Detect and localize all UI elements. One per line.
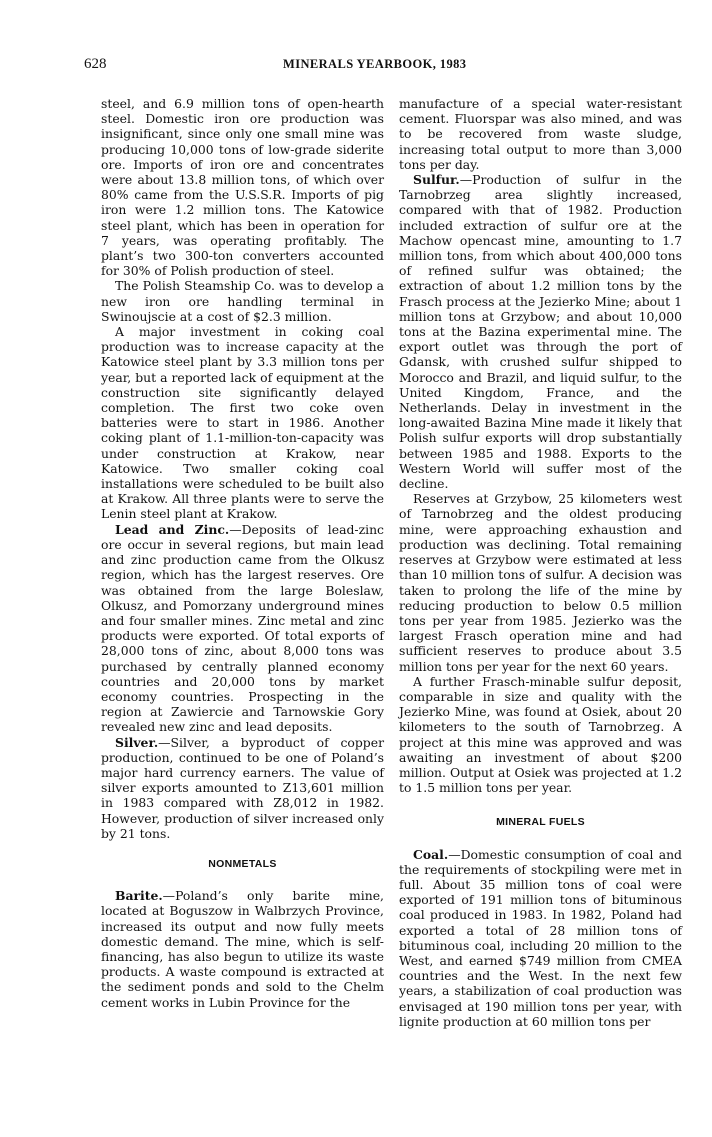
paragraph-sulfur xyxy=(399,172,682,491)
run-in-head-sulfur: Sulfur. xyxy=(413,172,460,188)
paragraph-steamship: The Polish Steamship Co. was to develop a new iron ore handling terminal in Swinoujscie at a cost of $2.3 million. xyxy=(101,278,384,324)
run-in-head-coal: Coal. xyxy=(413,846,449,862)
paragraph-steel: steel, and 6.9 million tons of open-hearth steel. Domestic iron ore production was insignificant, since only one small mine was producing 10,000 tons of low-grade siderite ore. Imports of iron ore and concentrates were about 13.8 million tons, of which over 80% came from the U.S.S.R. Imports of pig iron were 1.2 million tons. The Katowice steel plant, which has been in operation for 7 years, was operating profitably. The plant’s two 300-ton converters accounted for 30% of Polish production of steel. xyxy=(101,96,384,279)
page-header xyxy=(0,56,712,80)
section-heading-nonmetals: NONMETALS xyxy=(208,857,277,870)
paragraph-barite xyxy=(101,888,384,1010)
barite-text: —Poland’s only barite mine, located at Boguszow in Walbrzych Province, increased its output and now fully meets domestic demand. The mine, which is self-financing, has also begun to utilize its waste products. A waste compound is extracted at the sediment ponds and sold to the Chelm cement works in Lubin Province for the xyxy=(101,888,384,1010)
sulfur-text: —Production of sulfur in the Tarnobrzeg area slightly increased, compared with that of 1982. Production included extraction of sulfur ore at the Machow opencast mine, amounting to 1.7 million tons, from which about 400,000 tons of refined sulfur was obtained; the extraction of about 1.2 million tons by the Frasch process at the Jezierko Mine; about 1 million tons at Grzybow; and about 10,000 tons at the Bazina experimental mine. The export outlet was through the port of Gdansk, with crushed sulfur shipped to Morocco and Brazil, and liquid sulfur, to the United Kingdom, France, and the Netherlands. Delay in investment in the long-awaited Bazina Mine made it likely that Polish sulfur exports will drop substantially between 1985 and 1988. Exports to the Western World will suffer most of the decline. xyxy=(399,172,682,492)
coal-text: —Domestic consumption of coal and the requirements of stockpiling were met in full. About 35 million tons of coal were exported of 191 million tons of bituminous coal produced in 1983. In 1982, Poland had exported a total of 28 million tons of bituminous coal, including 20 million to the West, and earned $749 million from CMEA countries and the West. In the next few years, a stabilization of coal production was envisaged at 190 million tons per year, with lignite production at 60 million tons per xyxy=(399,846,682,1029)
paragraph-grzybow-reserves: Reserves at Grzybow, 25 kilometers west of Tarnobrzeg and the oldest producing mine, were approaching exhaustion and production was declining. Total remaining reserves at Grzybow were estimated at less than 10 million tons of sulfur. A decision was taken to prolong the life of the mine by reducing production to below 0.5 million tons per year from 1985. Jezierko was the largest Frasch operation mine and had sufficient reserves to produce about 3.5 million tons per year for the next 60 years. xyxy=(399,491,682,674)
paragraph-osiek-deposit: A further Frasch-minable sulfur deposit, comparable in size and quality with the Jezierko Mine, was found at Osiek, about 20 kilometers to the south of Tarnobrzeg. A project at this mine was approved and was awaiting an investment of about $200 million. Output at Osiek was projected at 1.2 to 1.5 million tons per year. xyxy=(399,673,682,796)
page-number: 628 xyxy=(84,56,107,72)
paragraph-silver xyxy=(101,735,384,841)
section-heading-mineral-fuels: MINERAL FUELS xyxy=(496,816,585,829)
run-in-head-lead-zinc: Lead and Zinc. xyxy=(115,521,230,537)
paragraph-coal xyxy=(399,847,682,1029)
run-in-head-silver: Silver. xyxy=(115,734,159,750)
left-column xyxy=(101,96,384,1010)
right-column xyxy=(399,96,682,1029)
running-title: MINERALS YEARBOOK, 1983 xyxy=(283,57,467,71)
silver-text: —Silver, a byproduct of copper production, continued to be one of Poland’s major hard currency earners. The value of silver exports amounted to Z13,601 million in 1983 compared with Z8,012 in 1982. However, production of silver increased only by 21 tons. xyxy=(101,734,384,841)
paragraph-coking-coal: A major investment in coking coal production was to increase capacity at the Katowice steel plant by 3.3 million tons per year, but a reported lack of equipment at the construction site significantly delayed completion. The first two coke oven batteries were to start in 1986. Another coking plant of 1.1-million-ton-capacity was under construction at Krakow, near Katowice. Two smaller coking coal installations were scheduled to be built also at Krakow. All three plants were to serve the Lenin steel plant at Krakow. xyxy=(101,324,384,522)
lead-zinc-text: —Deposits of lead-zinc ore occur in several regions, but main lead and zinc production came from the Olkusz region, which has the largest reserves. Ore was obtained from the large Boleslaw, Olkusz, and Pomorzany underground mines and four smaller mines. Zinc metal and zinc products were exported. Of total exports of 28,000 tons of zinc, about 8,000 tons was purchased by centrally planned economy countries and 20,000 tons by market economy countries. Prospecting in the region at Zawiercie and Tarnowskie Gory revealed new zinc and lead deposits. xyxy=(101,521,384,735)
paragraph-lead-zinc xyxy=(101,522,384,735)
paragraph-fluorspar: manufacture of a special water-resistant cement. Fluorspar was also mined, and was to be recovered from waste sludge, increasing total output to more than 3,000 tons per day. xyxy=(399,96,682,172)
run-in-head-barite: Barite. xyxy=(115,888,163,904)
